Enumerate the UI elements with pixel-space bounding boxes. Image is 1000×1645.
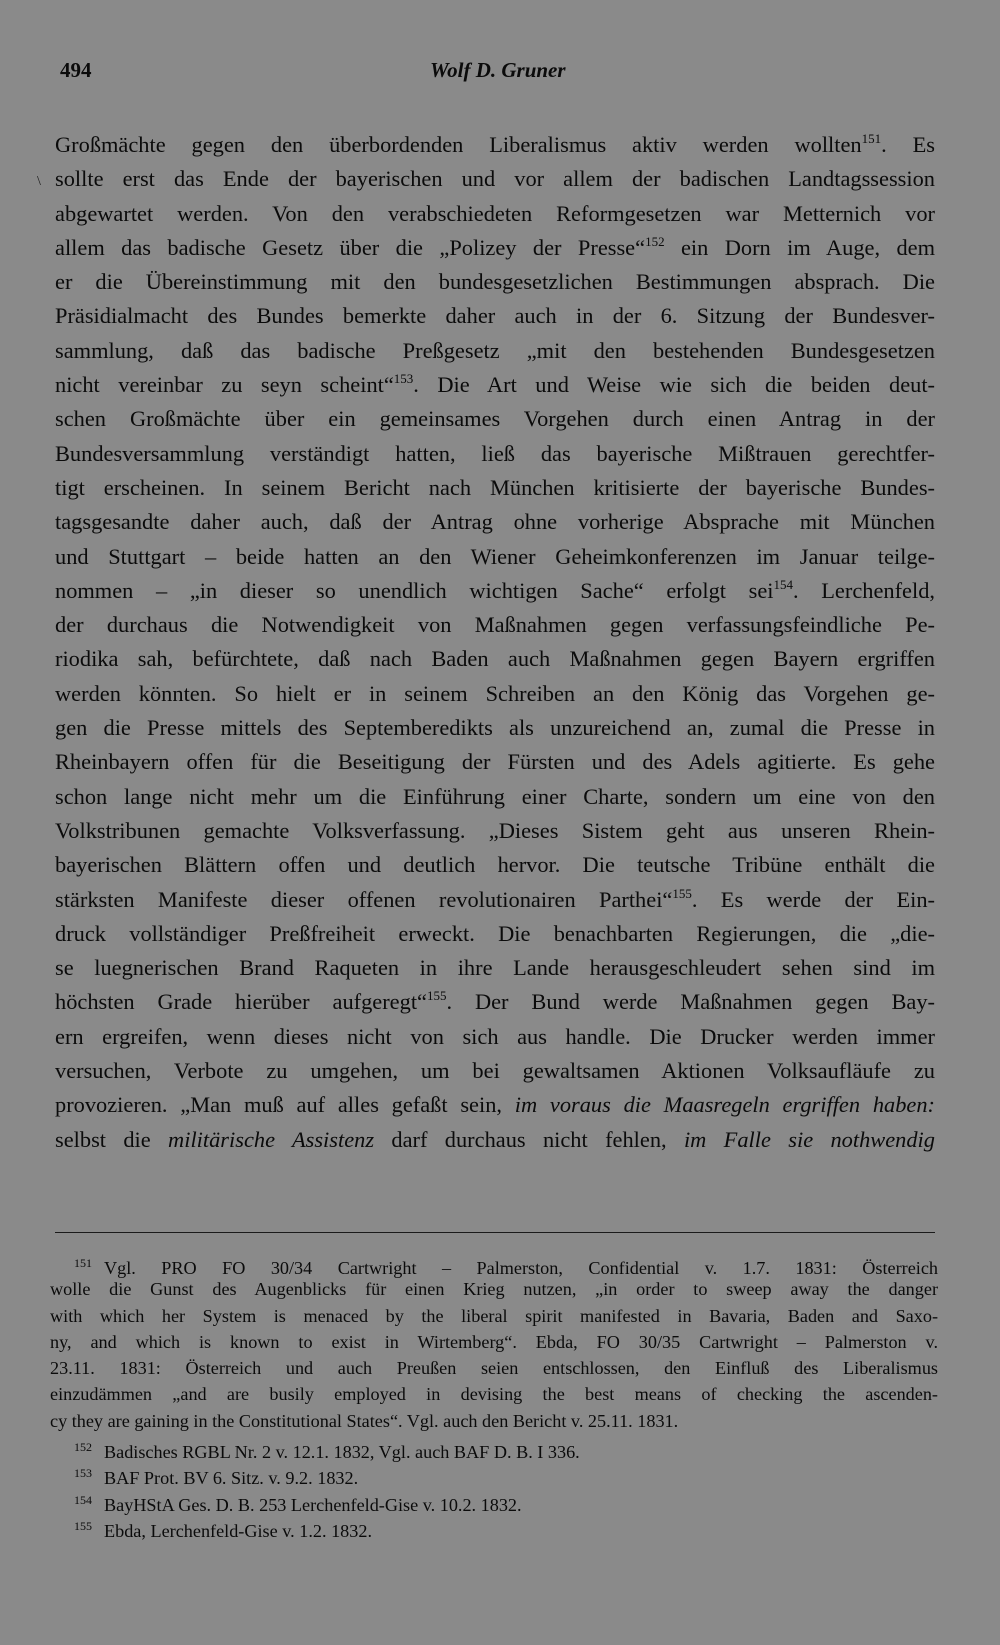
text-line [55,745,935,779]
footnote-line [50,1276,938,1302]
text-segment: . Lerchenfeld, [793,577,935,603]
margin-mark: \ [37,174,41,189]
footnote-line [50,1355,938,1381]
text-segment: provozieren. „Man muß auf alles gefaßt sein, [55,1092,515,1118]
text-segment: schon lange nicht mehr um die Einführung einer Charte, sondern um eine von den [55,783,935,809]
text-line [55,334,935,368]
footnote-text: Badisches RGBL Nr. 2 v. 12.1. 1832, Vgl. auch BAF D. B. I 336. [104,1442,580,1463]
text-segment: riodika sah, befürchtete, daß nach Baden auch Maßnahmen gegen Bayern ergriffen [55,646,935,672]
footnote-line [50,1303,938,1329]
text-line [55,1020,935,1054]
footnote-text: Ebda, Lerchenfeld-Gise v. 1.2. 1832. [104,1520,373,1541]
text-line [55,848,935,882]
footnote-line [50,1329,938,1355]
text-line [55,265,935,299]
text-line [55,1123,935,1157]
text-segment: Volkstribunen gemachte Volksverfassung. „Dieses Sistem geht aus unseren Rhein- [55,817,935,843]
text-segment: er die Übereinstimmung mit den bundesgesetzlichen Bestimmungen absprach. Die [55,269,935,295]
text-segment: nommen – „in dieser so unendlich wichtigen Sache“ erfolgt sei [55,577,774,603]
text-segment: sollte erst das Ende der bayerischen und vor allem der badischen Landtagssession [55,166,935,192]
footnote-text: Vgl. PRO FO 30/34 Cartwright – Palmerston, Confidential v. 1.7. 1831: Österreich [104,1258,938,1278]
text-segment: Großmächte gegen den überbordenden Liberalismus aktiv werden wollten [55,132,862,157]
text-line [55,162,935,196]
text-segment: und Stuttgart – beide hatten an den Wiener Geheimkonferenzen im Januar teilge- [55,543,935,569]
footnote-ref: 153 [393,371,414,387]
footnote-line [50,1408,938,1434]
text-line [55,677,935,711]
text-segment: . Die Art und Weise wie sich die beiden deut- [413,372,935,398]
page-number: 494 [60,58,92,82]
text-line [55,608,935,642]
text-segment: schen Großmächte über ein gemeinsames Vorgehen durch einen Antrag in der [55,406,935,432]
text-segment: bayerischen Blättern offen und deutlich hervor. Die teutsche Tribüne enthält die [55,852,935,878]
text-line [55,402,935,436]
text-line [55,540,935,574]
text-segment: nicht vereinbar zu seyn scheint“ [55,372,394,398]
footnote-text: ny, and which is known to exist in Wirtemberg“. Ebda, FO 30/35 Cartwright – Palmerston v. [50,1331,938,1352]
text-line [55,505,935,539]
footnote-text: 23.11. 1831: Österreich und auch Preußen seien entschlossen, den Einfluß des Liberalismus [50,1358,938,1379]
text-segment: abgewartet werden. Von den verabschiedeten Reformgesetzen war Metternich vor [55,200,935,226]
text-segment: stärksten Manifeste dieser offenen revolutionairen Parthei“ [55,886,673,912]
footnote-number: 152 [74,1440,92,1455]
text-segment: Rheinbayern offen für die Beseitigung der Fürsten und des Adels agitierte. Es gehe [55,749,935,775]
text-segment: allem das badische Gesetz über die „Polizey der Presse“ [55,234,646,260]
footnote-number: 153 [74,1466,92,1481]
footnote-ref: 155 [426,988,447,1004]
text-segment: ein Dorn im Auge, dem [664,234,936,260]
footnote-ref: 154 [773,576,794,592]
text-line [55,1088,935,1122]
text-segment: ern ergreifen, wenn dieses nicht von sich aus handle. Die Drucker werden immer [55,1023,935,1049]
text-segment: sammlung, daß das badische Preßgesetz „mit den bestehenden Bundesgesetzen [55,337,935,363]
footnote-text: BAF Prot. BV 6. Sitz. v. 9.2. 1832. [104,1468,359,1489]
footnote-number: 151 [74,1256,92,1270]
text-line [55,711,935,745]
footnote-ref: 152 [645,233,665,249]
footnote-line [50,1434,938,1463]
italic-segment: militärische Assistenz [168,1126,375,1152]
text-segment: druck vollständiger Preßfreiheit erweckt. Die benachbarten Regierungen, die „die- [55,920,935,946]
text-segment: . Der Bund werde Maßnahmen gegen Bay- [446,989,936,1015]
text-line [55,883,935,917]
text-line [55,128,935,162]
text-line [55,574,935,608]
footnote-text: einzudämmen „and are busily employed in devising the best means of checking the ascenden- [50,1384,938,1405]
text-segment: höchsten Grade hierüber aufgeregt“ [55,989,427,1015]
text-segment: Präsidialmacht des Bundes bemerkte daher auch in der 6. Sitzung der Bundesver- [55,303,935,329]
footnote-line [50,1381,938,1407]
text-line [55,1054,935,1088]
footnote-line [50,1513,938,1539]
main-text [55,128,935,1157]
footnote-separator [55,1232,935,1233]
text-segment: werden könnten. So hielt er in seinem Schreiben an den König das Vorgehen ge- [55,680,935,706]
text-line [55,780,935,814]
running-header [60,58,940,88]
text-line [55,917,935,951]
italic-segment: im Falle sie nothwendig [683,1126,935,1152]
text-line [55,471,935,505]
italic-segment: im voraus die Maasregeln ergriffen haben: [514,1092,935,1118]
footnote-ref: 155 [672,885,692,901]
text-segment: darf durchaus nicht fehlen, [374,1126,684,1152]
text-segment: der durchaus die Notwendigkeit von Maßnahmen gegen verfassungsfeindliche Pe- [55,612,935,638]
footnote-line [50,1460,938,1489]
text-line [55,197,935,231]
footnote-number: 155 [74,1518,92,1533]
text-line [55,951,935,985]
text-line [55,814,935,848]
text-line [55,368,935,402]
text-segment: . Es werde der Ein- [691,886,936,912]
text-segment: versuchen, Verbote zu umgehen, um bei gewaltsamen Aktionen Volksaufläufe zu [55,1058,935,1084]
text-segment: gen die Presse mittels des Septemberedikts als unzureichend an, zumal die Presse in [55,715,935,741]
footnotes [50,1250,938,1539]
text-segment: se luegnerischen Brand Raqueten in ihre Lande herausgeschleudert sehen sind im [55,955,935,981]
text-line [55,985,935,1019]
footnote-text: cy they are gaining in the Constitutional States“. Vgl. auch den Bericht v. 25.11. 1831. [50,1410,679,1431]
text-segment: . Es [881,132,935,157]
text-line [55,642,935,676]
footnote-text: wolle die Gunst des Augenblicks für einen Krieg nutzen, „in order to sweep away the danger [50,1279,938,1300]
text-segment: selbst die [55,1126,169,1152]
footnote-text: BayHStA Ges. D. B. 253 Lerchenfeld-Gise v. 10.2. 1832. [104,1494,522,1515]
footnote-ref: 151 [861,131,882,146]
footnote-line [50,1250,938,1276]
running-header-author: Wolf D. Gruner [430,58,566,82]
text-line [55,437,935,471]
text-segment: Bundesversammlung verständigt hatten, ließ das bayerische Mißtrauen gerechtfer- [55,440,935,466]
footnote-text: with which her System is menaced by the liberal spirit manifested in Bavaria, Baden and Saxo- [50,1305,938,1326]
text-segment: tigt erscheinen. In seinem Bericht nach München kritisierte der bayerische Bundes- [55,474,935,500]
footnote-number: 154 [74,1492,92,1507]
text-segment: tagsgesandte daher auch, daß der Antrag ohne vorherige Absprache mit München [55,509,935,535]
text-line [55,299,935,333]
footnote-line [50,1487,938,1513]
text-line [55,231,935,265]
